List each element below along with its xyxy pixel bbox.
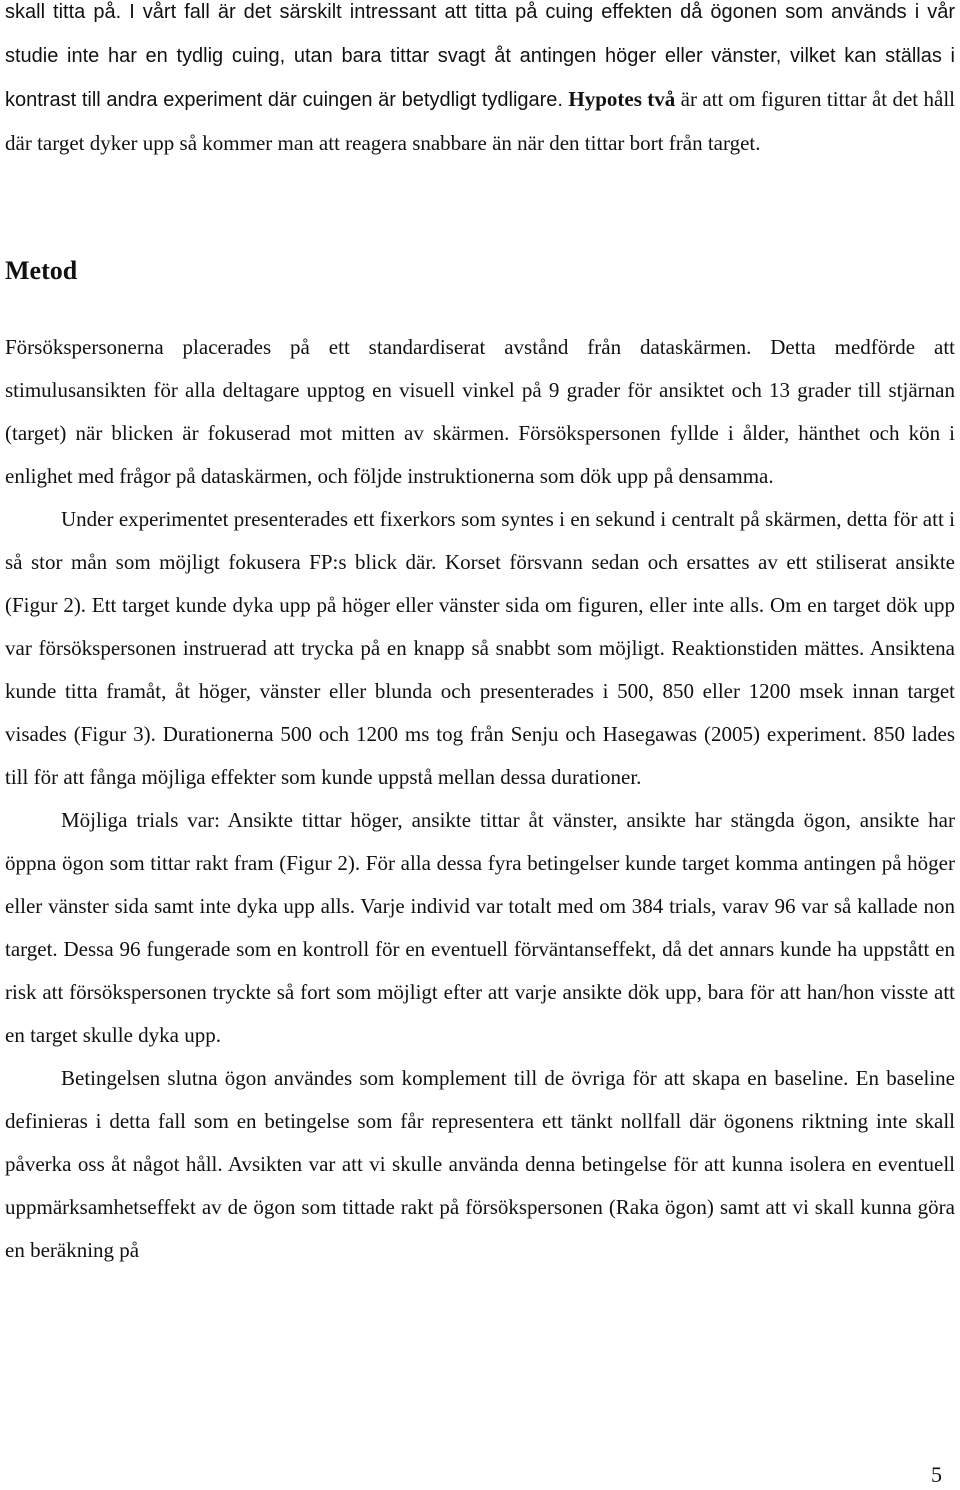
section-heading: Metod — [5, 256, 78, 285]
method-section — [5, 326, 955, 1272]
method-paragraph-1: Försökspersonerna placerades på ett standardiserat avstånd från dataskärmen. Detta medförde att stimulusansikten för alla deltagare upptog en visuell vinkel på 9 grader för ansiktet och 13 grader till stjärnan (target) när blicken är fokuserad mot mitten av skärmen. Försökspersonen fyllde i ålder, hänthet och kön i enlighet med frågor på dataskärmen, och följde instruktionerna som dök upp på densamma. — [5, 335, 955, 488]
page-number: 5 — [931, 1462, 942, 1487]
method-paragraph-2: Under experimentet presenterades ett fixerkors som syntes i en sekund i centralt på skärmen, detta för att i så stor mån som möjligt fokusera FP:s blick där. Korset försvann sedan och ersattes av ett stiliserat ansikte (Figur 2). Ett target kunde dyka upp på höger eller vänster sida om figuren, eller inte alls. Om en target dök upp var försökspersonen instruerad att trycka på en knapp så snabbt som möjligt. Reaktionstiden mättes. Ansiktena kunde titta framåt, åt höger, vänster eller blunda och presenterades i 500, 850 eller 1200 msek innan target visades (Figur 3). Durationerna 500 och 1200 ms tog från Senju och Hasegawas (2005) experiment. 850 lades till för att fånga möjliga effekter som kunde uppstå mellan dessa durationer. — [5, 507, 955, 789]
document-page — [5, 0, 956, 1262]
hypothesis-text: är att om figuren tittar åt det håll där target dyker upp så kommer man att reagera snabbare än när den tittar bort från target. — [5, 87, 956, 155]
method-paragraph-3: Möjliga trials var: Ansikte tittar höger, ansikte tittar åt vänster, ansikte har stängda ögon, ansikte har öppna ögon som tittar rakt fram (Figur 2). För alla dessa fyra betingelser kunde target komma antingen på höger eller vänster sida samt inte dyka upp alls. Varje individ var totalt med om 384 trials, varav 96 var så kallade non target. Dessa 96 fungerade som en kontroll för en eventuell förväntanseffekt, då det annars kunde ha uppstått en risk att försökspersonen tryckte så fort som möjligt efter att varje ansikte dök upp, bara för att han/hon visste att en target skulle dyka upp. — [5, 808, 955, 1047]
hypothesis-label: Hypotes två — [568, 87, 676, 111]
intro-paragraph — [5, 0, 955, 165]
intro-text: skall titta på. I vårt fall är det särskilt intressant att titta på cuing effekten då ögonen som används i vår studie inte har en tydlig cuing, utan bara tittar svagt åt antingen höger eller vänster, vilket kan ställas i kontrast till andra experiment där cuingen är betydligt tydligare. — [5, 1, 955, 111]
method-paragraph-4: Betingelsen slutna ögon användes som komplement till de övriga för att skapa en baseline. En baseline definieras i detta fall som en betingelse som får representera ett tänkt nollfall där ögonens riktning inte skall påverka oss åt något håll. Avsikten var att vi skulle använda denna betingelse för att kunna isolera en eventuell uppmärksamhetseffekt av de ögon som tittade rakt på försökspersonen (Raka ögon) samt att vi skall kunna göra en beräkning på — [5, 1066, 955, 1262]
